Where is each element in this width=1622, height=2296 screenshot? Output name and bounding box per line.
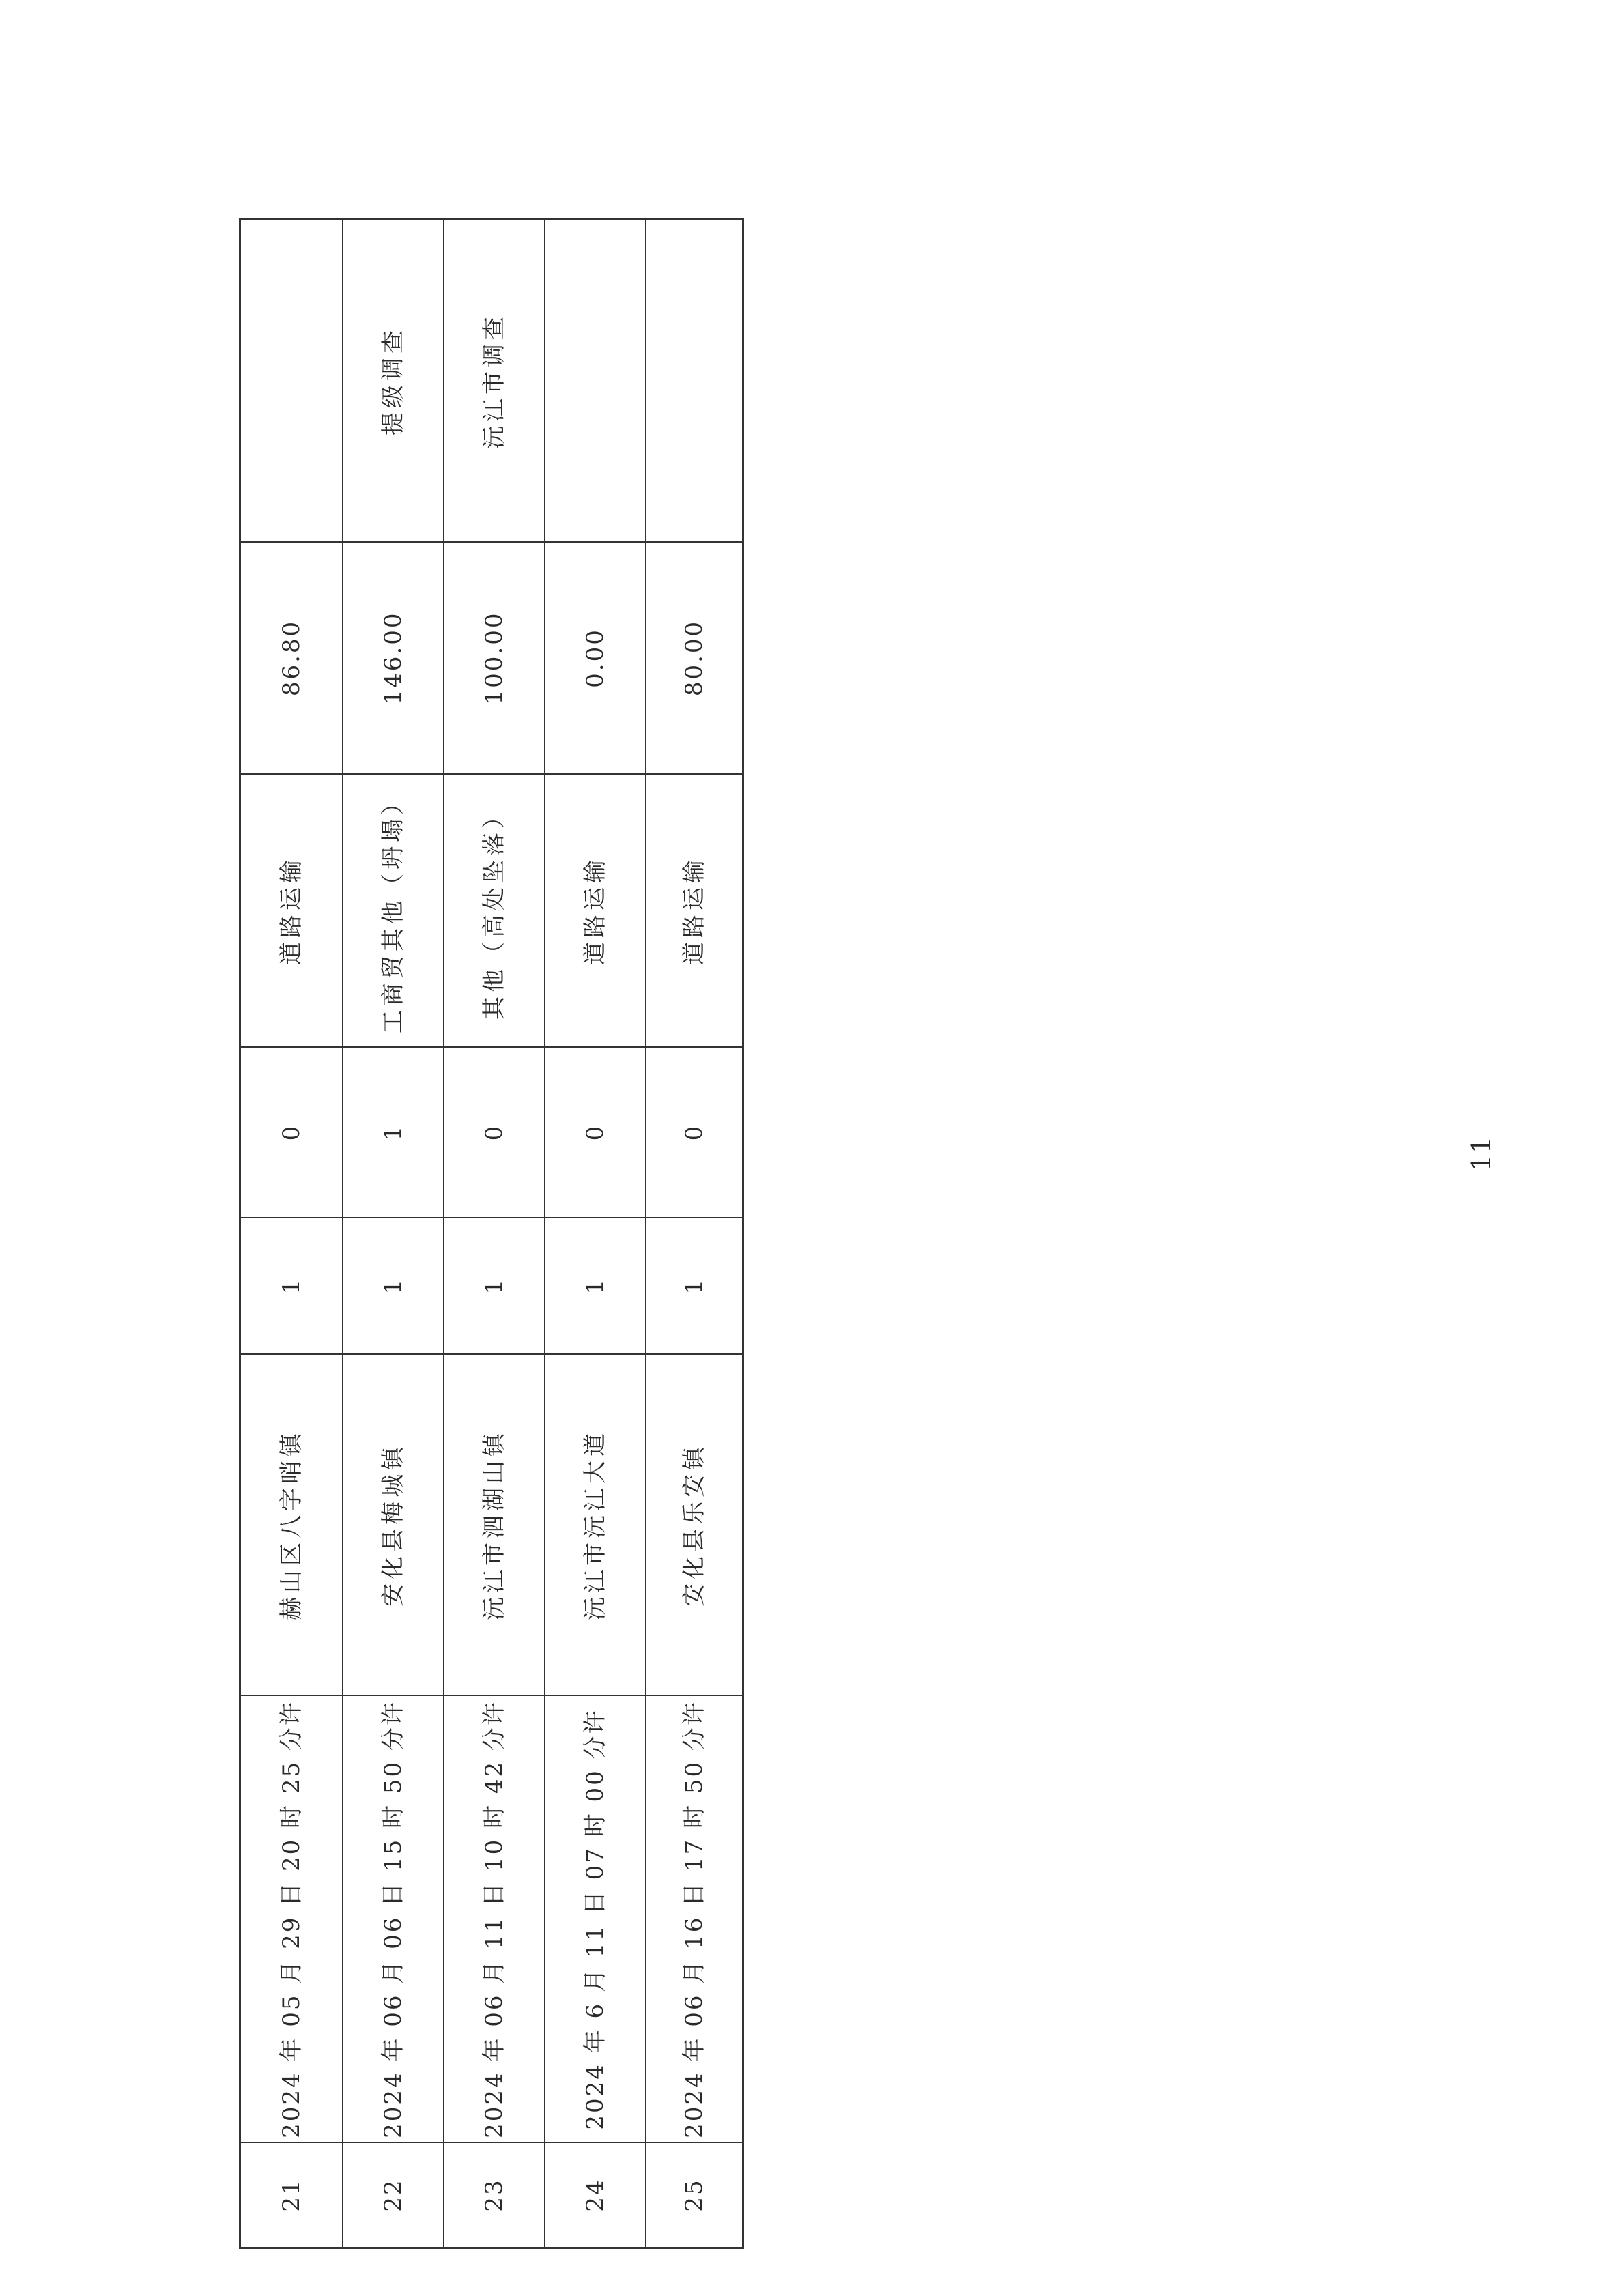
table-row	[544, 220, 645, 2247]
col-b-text: 1	[380, 1123, 407, 1141]
index-cell	[241, 2142, 342, 2247]
col-b-cell	[444, 1046, 544, 1217]
table-row	[342, 220, 443, 2247]
record-table	[239, 218, 744, 2249]
type-text: 道路运输	[278, 856, 305, 965]
amount-text: 86.80	[278, 619, 305, 697]
location-cell	[646, 1353, 742, 1695]
index-text: 21	[278, 2178, 305, 2212]
location-text: 赫山区八字哨镇	[278, 1429, 305, 1620]
type-cell	[343, 773, 443, 1046]
type-cell	[444, 773, 544, 1046]
note-cell	[343, 220, 443, 541]
type-cell	[545, 773, 645, 1046]
note-cell	[545, 220, 645, 541]
amount-text: 100.00	[481, 611, 508, 705]
location-text: 安化县梅城镇	[380, 1443, 407, 1607]
datetime-cell	[646, 1695, 742, 2142]
type-text: 道路运输	[582, 856, 609, 965]
datetime-cell	[545, 1695, 645, 2142]
index-text: 23	[481, 2178, 508, 2212]
datetime-cell	[444, 1695, 544, 2142]
index-text: 24	[582, 2178, 609, 2212]
note-text: 提级调查	[380, 326, 407, 435]
col-b-cell	[646, 1046, 742, 1217]
type-cell	[241, 773, 342, 1046]
col-a-cell	[545, 1217, 645, 1353]
page-number-text: 11	[1466, 1135, 1496, 1172]
amount-cell	[444, 541, 544, 773]
col-a-cell	[646, 1217, 742, 1353]
index-cell	[444, 2142, 544, 2247]
col-b-cell	[343, 1046, 443, 1217]
location-cell	[545, 1353, 645, 1695]
location-text: 沅江市泗湖山镇	[481, 1429, 508, 1620]
datetime-text: 2024 年 06 月 06 日 15 时 50 分许	[380, 1699, 407, 2138]
col-b-text: 0	[278, 1123, 305, 1141]
col-a-cell	[444, 1217, 544, 1353]
col-a-text: 1	[582, 1277, 609, 1295]
location-cell	[343, 1353, 443, 1695]
col-a-text: 1	[481, 1277, 508, 1295]
note-cell	[646, 220, 742, 541]
col-a-cell	[343, 1217, 443, 1353]
col-b-cell	[545, 1046, 645, 1217]
amount-cell	[545, 541, 645, 773]
index-cell	[343, 2142, 443, 2247]
index-cell	[646, 2142, 742, 2247]
type-cell	[646, 773, 742, 1046]
location-cell	[241, 1353, 342, 1695]
amount-cell	[646, 541, 742, 773]
col-b-cell	[241, 1046, 342, 1217]
type-text: 其他（高处坠落）	[481, 801, 508, 1020]
note-cell	[444, 220, 544, 541]
location-cell	[444, 1353, 544, 1695]
page-number	[1461, 1126, 1502, 1181]
note-cell	[241, 220, 342, 541]
amount-cell	[241, 541, 342, 773]
col-b-text: 0	[481, 1123, 508, 1141]
table-row	[443, 220, 544, 2247]
col-b-text: 0	[582, 1123, 609, 1141]
datetime-text: 2024 年 06 月 11 日 10 时 42 分许	[481, 1699, 508, 2138]
table-row	[241, 220, 342, 2247]
col-a-cell	[241, 1217, 342, 1353]
datetime-cell	[241, 1695, 342, 2142]
type-text: 道路运输	[681, 856, 708, 965]
type-text: 工商贸其他（坍塌）	[380, 788, 407, 1033]
note-text: 沅江市调查	[481, 313, 508, 449]
col-a-text: 1	[278, 1277, 305, 1295]
datetime-text: 2024 年 06 月 16 日 17 时 50 分许	[681, 1699, 708, 2138]
index-text: 22	[380, 2178, 407, 2212]
datetime-cell	[343, 1695, 443, 2142]
col-b-text: 0	[681, 1123, 708, 1141]
datetime-text: 2024 年 6 月 11 日 07 时 00 分许	[582, 1708, 609, 2130]
datetime-text: 2024 年 05 月 29 日 20 时 25 分许	[278, 1699, 305, 2138]
index-text: 25	[681, 2178, 708, 2212]
amount-text: 146.00	[380, 611, 407, 705]
amount-text: 0.00	[582, 628, 609, 688]
location-text: 安化县乐安镇	[681, 1443, 708, 1607]
amount-text: 80.00	[681, 619, 708, 697]
col-a-text: 1	[380, 1277, 407, 1295]
index-cell	[545, 2142, 645, 2247]
table-row	[645, 220, 742, 2247]
location-text: 沅江市沅江大道	[582, 1429, 609, 1620]
col-a-text: 1	[681, 1277, 708, 1295]
amount-cell	[343, 541, 443, 773]
